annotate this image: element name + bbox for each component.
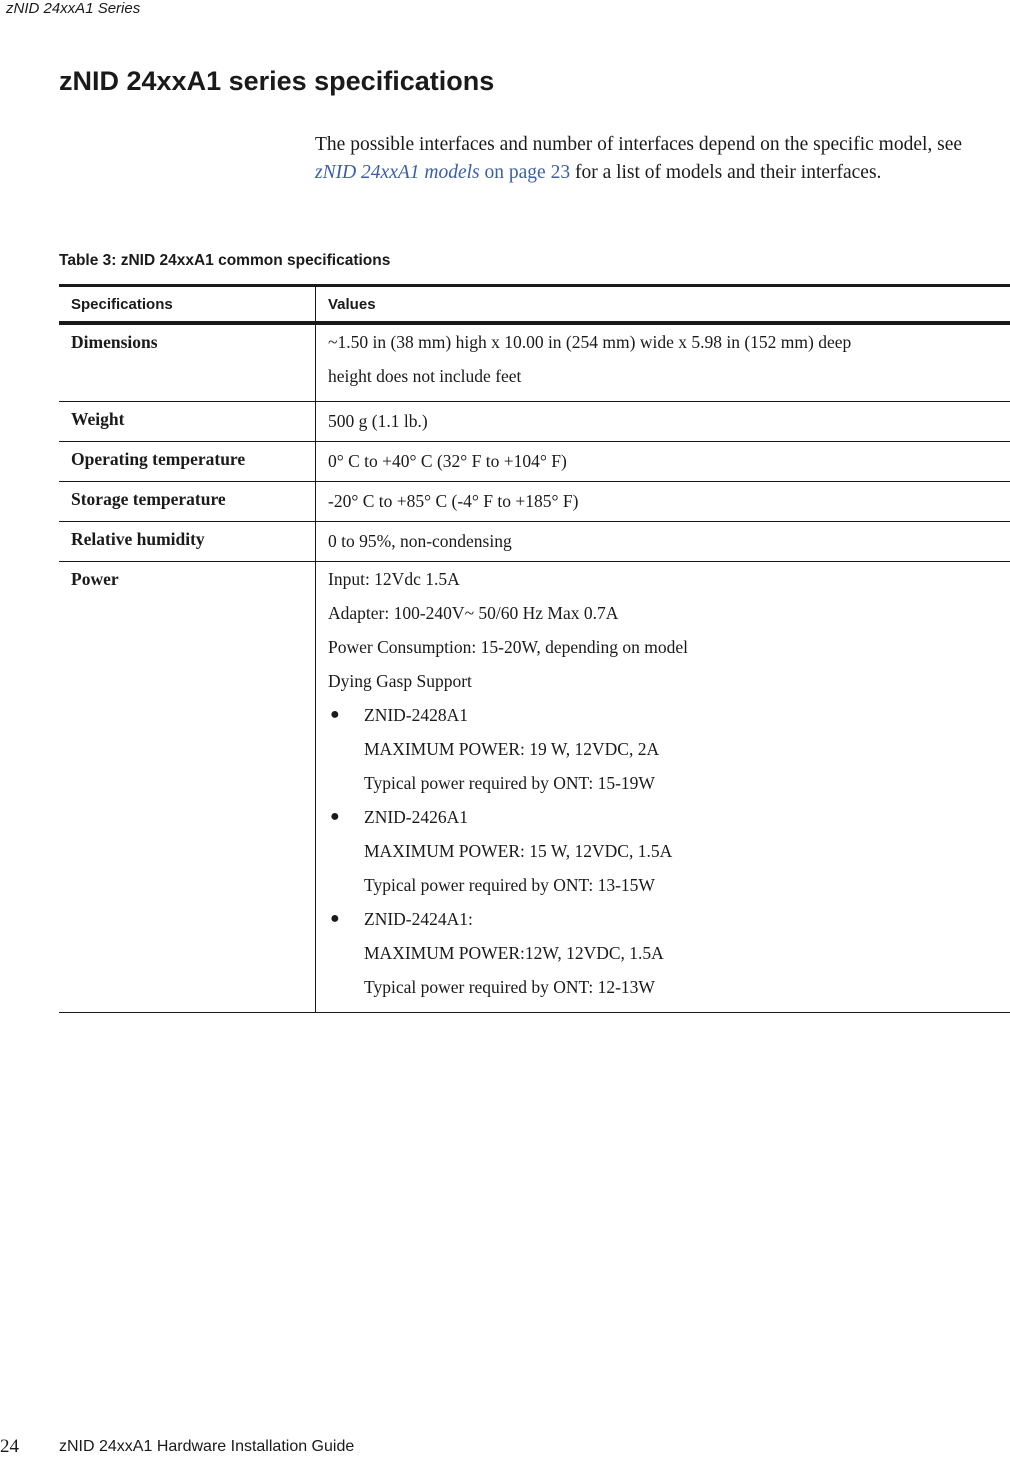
- table-row-weight: [59, 402, 1010, 442]
- table-row-storage-temperature: [59, 482, 1010, 522]
- header-specifications: Specifications: [59, 286, 316, 324]
- bullet-typical-power: Typical power required by ONT: 12-13W: [364, 977, 655, 997]
- row-value: [316, 522, 1010, 562]
- row-value: [316, 323, 1010, 402]
- page-number: 24: [0, 1436, 19, 1457]
- bullet-max-power: MAXIMUM POWER:12W, 12VDC, 1.5A: [364, 943, 664, 963]
- intro-text-before: The possible interfaces and number of interfaces depend on the specific model, see: [315, 134, 963, 155]
- bullet-dot-icon: ●: [330, 808, 340, 825]
- running-header: zNID 24xxA1 Series: [6, 0, 141, 17]
- value-line: -20° C to +85° C (-4° F to +185° F): [328, 491, 579, 511]
- header-values: Values: [316, 286, 1010, 324]
- value-line: height does not include feet: [328, 366, 522, 386]
- bullet-model: ZNID-2426A1: [364, 807, 469, 827]
- value-line: 0° C to +40° C (32° F to +104° F): [328, 451, 567, 471]
- bullet-model: ZNID-2428A1: [364, 705, 469, 725]
- bullet-dot-icon: ●: [330, 706, 340, 723]
- value-line: 0 to 95%, non-condensing: [328, 531, 512, 551]
- bullet-item-znid-2428a1: [328, 698, 998, 800]
- bullet-dot-icon: ●: [330, 910, 340, 927]
- table-row-dimensions: [59, 323, 1010, 402]
- row-label: Weight: [59, 402, 316, 442]
- row-value: [316, 442, 1010, 482]
- bullet-typical-power: Typical power required by ONT: 15-19W: [364, 773, 655, 793]
- row-value: [316, 402, 1010, 442]
- value-line: Dying Gasp Support: [328, 671, 472, 691]
- models-link-page[interactable]: on page 23: [479, 162, 571, 183]
- value-line: ~1.50 in (38 mm) high x 10.00 in (254 mm) wide x 5.98 in (152 mm) deep: [328, 332, 852, 352]
- table-caption: Table 3: zNID 24xxA1 common specifications: [59, 252, 391, 269]
- intro-text-after: for a list of models and their interfaces.: [570, 162, 882, 183]
- row-label: Dimensions: [59, 323, 316, 402]
- row-label: Operating temperature: [59, 442, 316, 482]
- intro-paragraph: [315, 131, 985, 187]
- bullet-model: ZNID-2424A1:: [364, 909, 473, 929]
- value-line: Power Consumption: 15-20W, depending on model: [328, 637, 689, 657]
- row-value: [316, 482, 1010, 522]
- row-label: Power: [59, 562, 316, 1013]
- table-row-operating-temperature: [59, 442, 1010, 482]
- models-link-title[interactable]: zNID 24xxA1 models: [315, 162, 480, 183]
- value-line: Input: 12Vdc 1.5A: [328, 569, 460, 589]
- row-label: Relative humidity: [59, 522, 316, 562]
- value-line: Adapter: 100-240V~ 50/60 Hz Max 0.7A: [328, 603, 619, 623]
- row-label: Storage temperature: [59, 482, 316, 522]
- bullet-typical-power: Typical power required by ONT: 13-15W: [364, 875, 655, 895]
- table-header-row: [59, 286, 1010, 324]
- bullet-item-znid-2424a1: [328, 902, 998, 1004]
- specifications-table: [59, 284, 1010, 1013]
- row-value: [316, 562, 1010, 1013]
- section-title: zNID 24xxA1 series specifications: [59, 66, 495, 96]
- guide-title: zNID 24xxA1 Hardware Installation Guide: [59, 1438, 355, 1455]
- table-row-relative-humidity: [59, 522, 1010, 562]
- value-line: 500 g (1.1 lb.): [328, 411, 428, 431]
- bullet-max-power: MAXIMUM POWER: 15 W, 12VDC, 1.5A: [364, 841, 673, 861]
- bullet-item-znid-2426a1: [328, 800, 998, 902]
- bullet-max-power: MAXIMUM POWER: 19 W, 12VDC, 2A: [364, 739, 660, 759]
- table-row-power: [59, 562, 1010, 1013]
